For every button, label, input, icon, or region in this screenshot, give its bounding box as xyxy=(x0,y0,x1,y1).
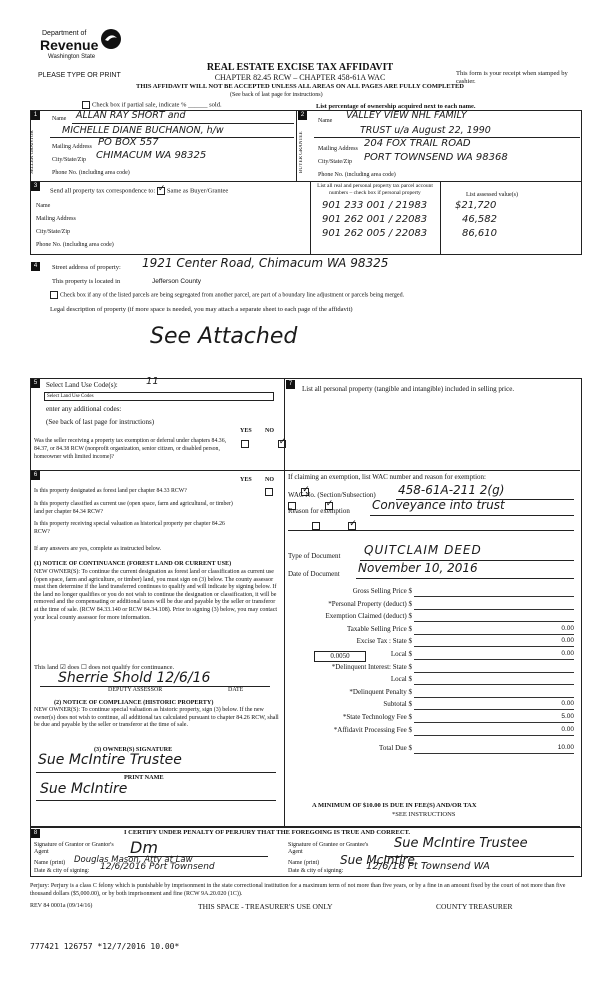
tax-row xyxy=(290,726,576,736)
segregated-label: Check box if any of the listed parcels are being segregated from another parcel, are part of a boundary line adjustment or parcels being merged. xyxy=(60,292,405,299)
q-current-use: Is this property classified as current use (open space, farm and agricultural, or timber) land per chapter 84.34 RCW? xyxy=(34,501,233,515)
land-use-value[interactable]: 11 xyxy=(146,376,159,387)
dor-logo-swirl-icon xyxy=(100,28,122,50)
tax-row-label: Taxable Selling Price $ xyxy=(346,624,412,633)
reason-line-2 xyxy=(288,530,574,531)
tax-row-value[interactable] xyxy=(414,612,574,622)
rev-number: REV 84 0001a (09/14/16) xyxy=(30,903,93,909)
section-2-number: 2 xyxy=(298,111,307,120)
reason-label: Reason for exemption xyxy=(288,507,350,515)
continuance-text: NEW OWNER(S): To continue the current designation as forest land or classification as current use (open space, farm and agriculture, or timber) land, you must sign on (3) below. The county assessor must then determine if the land transferred continues to qualify and will indicate by signing below. If the land no longer qualifies or you do not wish to continue the designation or classification, it will be removed and the compensating or additional taxes will be due and payable by the seller or transferor at the time of sale. (RCW 84.33.140 or RCW 84.34.108). Prior to signing (3) below, you may contact your local county assessor for more information. xyxy=(34,569,278,621)
correspondence-label: Send all property tax correspondence to: xyxy=(50,187,156,195)
q-forest: Is this property designated as forest land per chapter 84.33 RCW? xyxy=(34,488,187,494)
value-3[interactable]: 86,610 xyxy=(462,228,497,239)
buyer-mail[interactable]: 204 FOX TRAIL ROAD xyxy=(364,138,471,149)
tax-row-label: Exemption Claimed (deduct) $ xyxy=(325,612,412,621)
tax-row-value[interactable]: 0.00 xyxy=(414,650,574,660)
q-exempt: Was the seller receiving a property tax exemption or deferral under chapters 84.36, 84.37, or 84.38 RCW (nonprofit organization, senior citizen, or disabled person, homeowner with limited income)? xyxy=(34,438,227,460)
same-as-buyer-checkbox[interactable] xyxy=(157,187,165,195)
continuance-title: (1) NOTICE OF CONTINUANCE (FOREST LAND OR CURRENT USE) xyxy=(34,560,232,567)
tax-row-value[interactable]: 0.00 xyxy=(414,625,574,635)
section-6-num: 6 xyxy=(31,471,40,480)
wac-intro: If claiming an exemption, list WAC number and reason for exemption: xyxy=(288,473,486,481)
tax-row xyxy=(290,612,576,622)
grantor-name[interactable]: Douglas Mason, Atty at Law xyxy=(74,855,193,865)
seller-name-1[interactable]: ALLAN RAY SHORT and xyxy=(76,110,186,121)
street-label: Street address of property: xyxy=(52,264,121,271)
q-exempt-yes[interactable] xyxy=(241,440,249,448)
doc-type-label: Type of Document xyxy=(288,552,341,560)
dor-logo xyxy=(30,26,130,66)
if-yes-note: If any answers are yes, complete as instructed below. xyxy=(34,546,162,552)
tax-row-value[interactable]: 0.00 xyxy=(414,637,574,647)
perjury-note: Perjury: Perjury is a class C felony which is punishable by imprisonment in the state correctional institution for a maximum term of not more than five years, or by a fine in an amount fixed by the court of not more than five thousand dollars ($5,000.00), or by both imprisonment and fine (RCW 9A.20.020 (1C)). xyxy=(30,883,566,897)
receipt-stamp: 777421 126757 *12/7/2016 10.00* xyxy=(30,942,180,951)
corr-name-label: Name xyxy=(36,203,51,209)
form-warning: THIS AFFIDAVIT WILL NOT BE ACCEPTED UNLESS ALL AREAS ON ALL PAGES ARE FULLY COMPLETED xyxy=(136,83,464,90)
dept-state: Washington State xyxy=(48,54,96,60)
same-as-buyer-label: Same as Buyer/Grantee xyxy=(166,187,229,195)
wac-label: WAC No. (Section/Subsection) xyxy=(288,491,376,499)
wac-number[interactable]: 458-61A-211 2(g) xyxy=(398,483,505,497)
corr-city-label: City/State/Zip xyxy=(36,229,70,235)
assessor-signature[interactable]: Sherrie Shold 12/6/16 xyxy=(58,670,211,686)
tax-row-value[interactable] xyxy=(414,600,574,610)
grantor-name-label: Name (print) xyxy=(34,860,66,866)
section-7-number: 7 xyxy=(286,380,295,389)
tax-row-label: Gross Selling Price $ xyxy=(352,587,412,595)
no-label-6: NO xyxy=(265,477,274,483)
tax-row-label: *Delinquent Interest: State $ xyxy=(331,662,412,671)
parcel-3[interactable]: 901 262 005 / 22083 xyxy=(322,228,428,239)
tax-row-label: Local $ xyxy=(390,675,412,684)
see-back: (See back of last page for instructions) xyxy=(46,418,155,426)
additional-codes: enter any additional codes: xyxy=(46,405,122,413)
form-subtitle: CHAPTER 82.45 RCW – CHAPTER 458-61A WAC xyxy=(214,73,386,82)
section-3-number: 3 xyxy=(31,182,40,191)
deputy-label: DEPUTY ASSESSOR xyxy=(108,687,163,693)
print-note: PLEASE TYPE OR PRINT xyxy=(38,72,121,79)
buyer-city-label: City/State/Zip xyxy=(318,159,352,165)
divider-3 xyxy=(310,181,311,255)
grantee-name-label: Name (print) xyxy=(288,860,320,866)
personal-property: List all personal property (tangible and intangible) included in selling price. xyxy=(302,385,515,393)
tax-row-value[interactable]: 0.00 xyxy=(414,700,574,710)
seller-city[interactable]: CHIMACUM WA 98325 xyxy=(96,150,207,161)
tax-row-label: *Affidavit Processing Fee $ xyxy=(333,725,412,734)
tax-row xyxy=(290,587,576,597)
tax-row-value[interactable]: 5.00 xyxy=(414,713,574,723)
grantee-date[interactable]: 12/6/16 Pt Townsend WA xyxy=(366,861,490,872)
receipt-note: This form is your receipt when stamped by cashier. xyxy=(456,70,568,85)
tax-row-value[interactable] xyxy=(414,675,574,685)
located-label: This property is located in xyxy=(52,278,121,285)
tax-row xyxy=(290,600,576,610)
land-does: This land ☑ does ☐ does not qualify for continuance. xyxy=(34,664,175,671)
section-1-number: 1 xyxy=(31,111,40,120)
grantor-date-label: Date & city of signing: xyxy=(34,868,90,874)
value-1[interactable]: $21,720 xyxy=(455,200,497,211)
grantee-name[interactable]: Sue McIntire xyxy=(340,853,415,867)
partial-sale-label: Check box if partial sale, indicate % ______ sold. xyxy=(92,101,222,109)
partial-sale-row xyxy=(82,101,222,109)
q-forest-yes[interactable] xyxy=(265,488,273,496)
seller-phone-label: Phone No. (including area code) xyxy=(52,170,130,176)
section-7-bottom xyxy=(284,470,580,471)
grantee-sig-label: Signature of Grantee or Grantee's Agent xyxy=(288,842,369,855)
form-instructions: (See back of last page for instructions) xyxy=(230,92,323,98)
dept-of: Department of xyxy=(42,30,87,37)
parcels-header: List all real and personal property tax parcel account numbers – check box if personal property xyxy=(317,183,433,196)
section-5-number: 5 xyxy=(31,379,40,388)
q-historic: Is this property receiving special valuation as historical property per chapter 84.26 RCW? xyxy=(34,521,225,535)
seller-city-label: City/State/Zip xyxy=(52,157,86,163)
tax-row xyxy=(290,713,576,723)
tax-row-value[interactable] xyxy=(414,688,574,698)
seller-name-label: Name xyxy=(52,116,67,122)
section-3-label xyxy=(50,187,228,195)
yes-label-6: YES xyxy=(240,477,252,483)
doc-date[interactable]: November 10, 2016 xyxy=(358,561,478,575)
section-6-top xyxy=(30,470,284,471)
print-name[interactable]: Sue McIntire xyxy=(40,781,128,797)
grantee-signature[interactable]: Sue McIntire Trustee xyxy=(394,836,528,851)
land-use-label: Select Land Use Code(s): xyxy=(46,381,118,389)
owner-signature[interactable]: Sue McIntire Trustee xyxy=(38,752,182,768)
divider-1-2 xyxy=(296,110,297,182)
tax-row xyxy=(290,625,576,635)
seller-side-label: SELLER GRANTOR xyxy=(30,130,35,175)
doc-date-label: Date of Document xyxy=(288,570,340,578)
owner-sig-line xyxy=(36,772,276,773)
land-use-select[interactable] xyxy=(44,392,274,401)
tax-row-label: Local $ xyxy=(390,650,412,658)
tax-row xyxy=(290,744,576,754)
buyer-city[interactable]: PORT TOWNSEND WA 98368 xyxy=(364,152,508,163)
ownership-pct-note: List percentage of ownership acquired next to each name. xyxy=(316,103,476,110)
section-8-number: 8 xyxy=(31,829,40,838)
local-rate-box[interactable] xyxy=(314,651,366,662)
segregated-checkbox[interactable] xyxy=(50,291,58,299)
corr-mail-label: Mailing Address xyxy=(36,216,76,222)
section-4-number: 4 xyxy=(31,262,40,271)
tax-row xyxy=(290,637,576,647)
seller-name-line xyxy=(72,123,294,124)
value-2[interactable]: 46,582 xyxy=(462,214,497,225)
partial-sale-checkbox[interactable] xyxy=(82,101,90,109)
q-exempt-no[interactable] xyxy=(278,440,286,448)
tax-row-label: Total Due $ xyxy=(379,744,412,753)
grantee-date-label: Date & city of signing: xyxy=(288,868,344,874)
buyer-phone-label: Phone No. (including area code) xyxy=(318,172,396,178)
tax-row-value[interactable] xyxy=(414,663,574,673)
buyer-mail-label: Mailing Address xyxy=(318,146,358,152)
local-rate: 0.0050 xyxy=(330,652,350,660)
tax-row-value[interactable] xyxy=(414,587,574,597)
tax-row xyxy=(290,700,576,710)
doc-date-line xyxy=(356,578,574,579)
buyer-name-1[interactable]: VALLEY VIEW NHL FAMILY xyxy=(346,110,467,121)
dept-revenue: Revenue xyxy=(40,37,99,53)
owner-sig-label: (3) OWNER(S) SIGNATURE xyxy=(94,746,173,753)
tax-row xyxy=(290,663,576,673)
form-title: REAL ESTATE EXCISE TAX AFFIDAVIT xyxy=(206,62,394,73)
parcel-1[interactable]: 901 233 001 / 21983 xyxy=(322,200,428,211)
parcel-2[interactable]: 901 262 001 / 22083 xyxy=(322,214,428,225)
corr-phone-label: Phone No. (including area code) xyxy=(36,242,114,248)
see-instructions: *SEE INSTRUCTIONS xyxy=(392,811,456,818)
segregated-row xyxy=(50,291,404,299)
select-codes-label: Select Land Use Codes xyxy=(47,394,94,399)
seller-mail[interactable]: PO BOX 557 xyxy=(98,137,159,148)
compliance-title: (2) NOTICE OF COMPLIANCE (HISTORIC PROPERTY) xyxy=(54,699,214,706)
tax-row-label: Subtotal $ xyxy=(383,700,412,709)
reason[interactable]: Conveyance into trust xyxy=(372,498,505,512)
minimum-note: A MINIMUM OF $10.00 IS DUE IN FEE(S) AND/OR TAX xyxy=(312,802,477,809)
tax-row-label: *State Technology Fee $ xyxy=(342,713,412,721)
grantor-date[interactable]: 12/6/2016 Port Townsend xyxy=(100,862,215,872)
tax-row xyxy=(290,688,576,698)
buyer-side-label: BUYER GRANTEE xyxy=(299,131,304,174)
divider-3b xyxy=(440,181,441,255)
grantor-sig-label: Signature of Grantor or Grantor's Agent xyxy=(34,842,114,855)
tax-row-label: Excise Tax : State $ xyxy=(356,637,412,646)
date-label: DATE xyxy=(228,687,244,693)
no-label-5: NO xyxy=(265,428,274,434)
seller-name-2[interactable]: MICHELLE DIANE BUCHANON, h/w xyxy=(62,125,224,136)
tax-row-label: *Delinquent Penalty $ xyxy=(349,687,412,696)
legal-handwritten[interactable]: See Attached xyxy=(150,324,298,349)
legal-label: Legal description of property (if more space is needed, you may attach a separate sheet to each page of the affidavit) xyxy=(50,306,353,313)
yes-label-5: YES xyxy=(240,428,252,434)
tax-row-label: *Personal Property (deduct) $ xyxy=(328,599,412,608)
county-treasurer: COUNTY TREASURER xyxy=(436,902,513,911)
buyer-name-label: Name xyxy=(318,118,333,124)
grantor-signature[interactable]: Dm xyxy=(130,838,158,857)
seller-name2-line xyxy=(50,137,294,138)
buyer-name-2[interactable]: TRUST u/a August 22, 1990 xyxy=(360,125,491,136)
compliance-text: NEW OWNER(S): To continue special valuation as historic property, sign (3) below. If the new owner(s) does not wish to continue, all additional tax calculated pursuant to chapter 84.26 RCW, shall be due and payable by the seller or transferor at the time of sale. xyxy=(34,707,279,729)
tax-row-value[interactable]: 10.00 xyxy=(414,744,574,754)
county: Jefferson County xyxy=(152,278,202,285)
street-address[interactable]: 1921 Center Road, Chimacum WA 98325 xyxy=(142,256,389,270)
print-name-line xyxy=(36,800,276,801)
tax-row xyxy=(290,675,576,685)
tax-row-value[interactable]: 0.00 xyxy=(414,726,574,736)
print-name-label: PRINT NAME xyxy=(124,774,164,781)
certify: I CERTIFY UNDER PENALTY OF PERJURY THAT THE FOREGOING IS TRUE AND CORRECT. xyxy=(124,829,411,836)
seller-mail-label: Mailing Address xyxy=(52,144,92,150)
assessed-header: List assessed value(s) xyxy=(466,192,518,198)
reason-line xyxy=(370,515,574,516)
treasurer-space: THIS SPACE - TREASURER'S USE ONLY xyxy=(198,902,333,911)
doc-type[interactable]: QUITCLAIM DEED xyxy=(364,543,482,557)
